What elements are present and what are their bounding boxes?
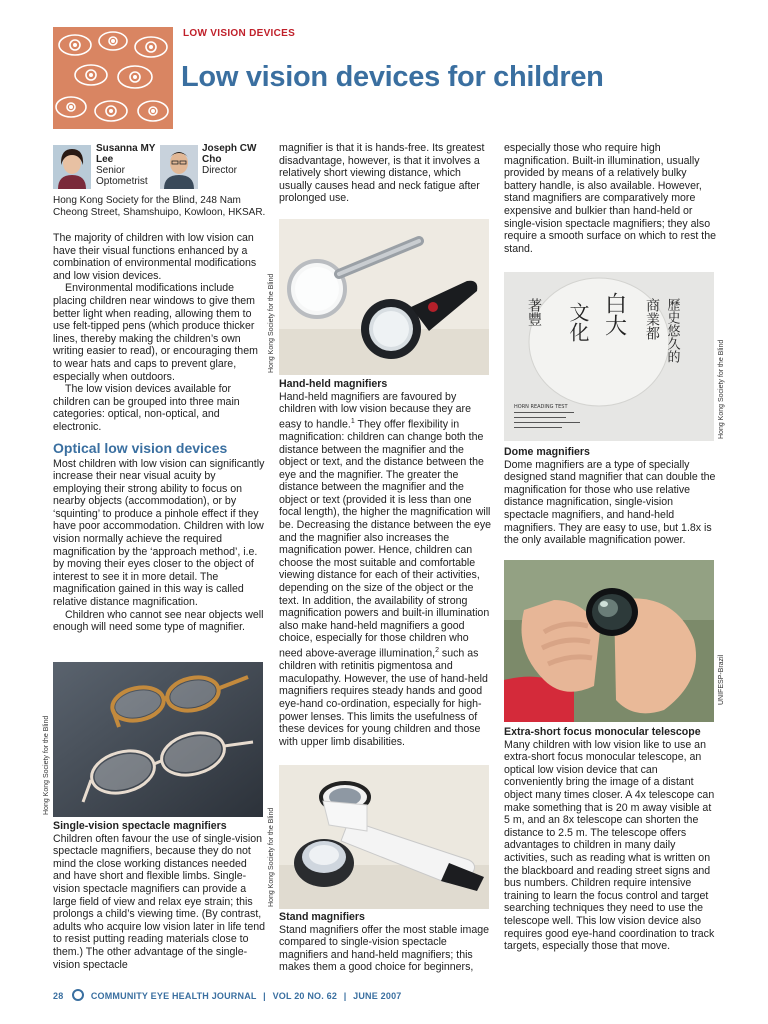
section-kicker: LOW VISION DEVICES xyxy=(183,28,296,39)
svg-text:HORN READING TEST: HORN READING TEST xyxy=(514,404,568,410)
author-affiliation: Hong Kong Society for the Blind, 248 Nam Cheong Street, Shamshuipo, Kowloon, HKSAR. xyxy=(53,195,266,218)
svg-text:著豐: 著豐 xyxy=(526,298,542,326)
telescope-section xyxy=(504,726,716,953)
paragraph-part: They offer flexibility in magnification: children can change both the distance between the magnifier and the object or text, and the distance between the eye and the magnifier. The greater the distance between the magnifier and the object or text (provided it is less than one focal length), the higher the magnification will be. Decreasing the distance between the eye and the magnifier also increases the magnification power. Hence, children can choose the most suitable and comfortable viewing distance for each of their activities, depending on the size of the object or the text. In addition, the availability of strong magnification powers and built-in illumination also make hand-held magnifiers a good choice, especially for those children who need above-average illumination, xyxy=(279,418,492,660)
spectacle-section xyxy=(53,820,265,971)
journal-eye-icon xyxy=(72,989,84,1001)
photo-credit: Hong Kong Society for the Blind xyxy=(268,807,275,907)
subheading-optical: Optical low vision devices xyxy=(53,439,228,456)
photo-credit: Hong Kong Society for the Blind xyxy=(43,715,50,815)
dome-section xyxy=(504,446,716,547)
section-logo-eyes-pattern xyxy=(53,27,173,129)
author-cho xyxy=(202,143,262,176)
photo-caption: Single-vision spectacle magnifiers xyxy=(53,820,227,832)
dome-magnifier-photo xyxy=(504,272,714,441)
paragraph: Environmental modifications include placing children near windows to give them better light when reading, allowing them to use felt-tipped pens (which produce thicker lines, thereby making the children’s own writing easier to read), or encouraging them to wear hats and caps to prevent glare, especially when outdoors. xyxy=(53,282,258,383)
paragraph: The majority of children with low vision can have their visual functions enhanced by a combination of environmental modifications and low vision devices. xyxy=(53,232,257,282)
author-lee xyxy=(96,143,156,187)
author-name: Joseph CW Cho xyxy=(202,143,257,165)
paragraph: Children who cannot see near objects well enough will need some type of magnifier. xyxy=(53,608,264,634)
photo-credit: Hong Kong Society for the Blind xyxy=(718,339,725,439)
photo-caption: Extra-short focus monocular telescope xyxy=(504,726,701,738)
author-role: Senior Optometrist xyxy=(96,165,148,187)
stand-magnifiers-photo xyxy=(279,765,489,909)
svg-text:歷史悠久的: 歷史悠久的 xyxy=(664,298,680,363)
photo-caption: Hand-held magnifiers xyxy=(279,378,388,390)
author-photo-cho xyxy=(160,145,198,189)
photo-caption: Stand magnifiers xyxy=(279,911,365,923)
page-title: Low vision devices for children xyxy=(181,61,604,93)
journal-date: JUNE 2007 xyxy=(353,991,402,1001)
spectacle-magnifiers-photo xyxy=(53,662,263,817)
photo-caption: Dome magnifiers xyxy=(504,446,590,458)
author-photo-lee xyxy=(53,145,91,189)
page-number: 28 xyxy=(53,991,64,1001)
photo-credit: UNIFESP-Brazil xyxy=(718,654,725,705)
paragraph: Stand magnifiers offer the most stable image compared to single-vision spectacle magnifiers and hand-held magnifiers; this makes them a good choice for beginners, xyxy=(279,923,490,974)
page-footer xyxy=(53,989,402,1001)
column-3-top-text: especially those who require high magnification. Built-in illumination, usually provided by means of a relatively bulky battery handle, is also available. However, stand magnifiers are comparatively more expensive and bulkier than hand-held or single-vision spectacle magnifiers; they also require a smooth surface on which to rest the stand. xyxy=(504,142,716,255)
reference-2: 2 xyxy=(435,647,439,654)
photo-credit: Hong Kong Society for the Blind xyxy=(268,273,275,373)
paragraph: The low vision devices available for children can be grouped into three main categories: optical, non-optical, and electronic. xyxy=(53,383,240,433)
svg-text:商業都: 商業都 xyxy=(644,298,660,340)
footer-separator: | xyxy=(263,991,266,1001)
telescope-child-photo xyxy=(504,560,714,722)
author-role: Director xyxy=(202,165,238,176)
footer-separator: | xyxy=(343,991,347,1001)
paragraph: Many children with low vision like to use an extra-short focus monocular telescope, an optical low vision device that can conveniently bring the image of a distant object many times closer. A 4x telescope can make something that is 20 m away visible at 5 m, and an 8x telescope can shorten the distance to 2.5 m. The telescope offers advantages to children in many daily activities, such as reading what is written on the blackboard and reading street signs and bus numbers. Children require intensive training to learn the focus control and target searching techniques they need to use the telescope well. This low vision device also requires good eye-hand coordination to track targets, especially those that move. xyxy=(504,738,715,953)
paragraph: Most children with low vision can significantly increase their near visual acuity by employing their strong ability to focus on nearby objects (accommodation), or by ‘squinting’ to produce a pinhole effect if they have poor accommodation. Children with low vision normally achieve the required magnification by the ‘approach method’, i.e. by moving their eyes closer to the object of interest to see it in more detail. The magnification gained in this way is called relative distance magnification. xyxy=(53,457,265,609)
column-2-top-text: magnifier is that it is hands-free. Its greatest disadvantage, however, is that it involves a relatively short viewing distance, which usually causes head and neck fatigue after prolonged use. xyxy=(279,142,485,205)
stand-section xyxy=(279,911,492,974)
journal-issue: VOL 20 NO. 62 xyxy=(272,991,338,1001)
paragraph: Dome magnifiers are a type of specially designed stand magnifier that can double the magnification for those who use relative distance magnification, single-vision spectacle magnifiers, and hand-held magnifiers. They are easy to use, but 1.8x is the only available magnification power. xyxy=(504,458,716,547)
paragraph: Children often favour the use of single-vision spectacle magnifiers, because they do not mind the close working distances needed and have short and flexible limbs. Single-vision spectacle magnifiers can provide a large field of view and relax eye strain; this prolongs a child’s viewing time. (By contrast, adults who acquire low vision later in life tend to resist putting reading materials close to them.) The other advantage of the single-vision spectacle xyxy=(53,832,265,971)
column-1-text xyxy=(53,232,265,634)
journal-name: COMMUNITY EYE HEALTH JOURNAL xyxy=(90,991,257,1001)
author-name: Susanna MY Lee xyxy=(96,143,156,165)
paragraph xyxy=(279,391,492,749)
handheld-section xyxy=(279,378,492,748)
svg-text:文化: 文化 xyxy=(566,302,590,342)
handheld-magnifiers-photo xyxy=(279,219,489,375)
svg-text:白大: 白大 xyxy=(601,292,627,336)
reference-1: 1 xyxy=(350,417,355,425)
paragraph-part: Hand-held magnifiers are favoured by children with low vision because they are easy to handle. xyxy=(279,390,471,431)
paragraph-part: such as children with retinitis pigmentosa and maculopathy. However, the use of hand-held magnifiers requires steady hands and good eye-hand co-ordination, especially for high-power lenses. This limits the usefulness of these devices for young children and those with upper limb disabilities. xyxy=(279,647,488,748)
